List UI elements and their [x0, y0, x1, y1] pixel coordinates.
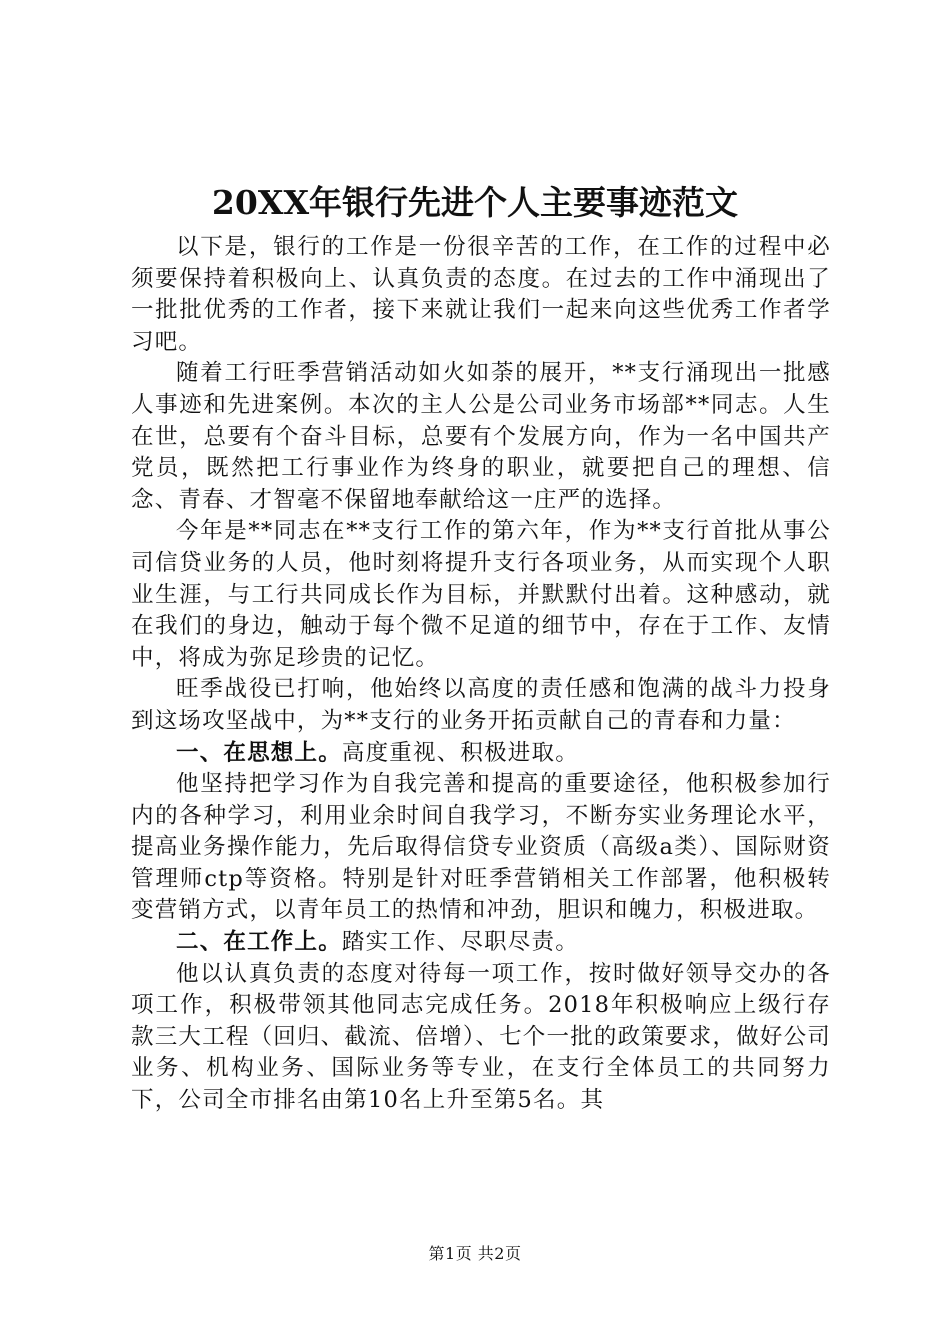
page-number-footer: 第1页 共2页 — [428, 1244, 522, 1263]
document-body — [131, 232, 831, 1117]
section-heading-label: 一、在思想上。 — [176, 739, 342, 766]
paragraph-background: 随着工行旺季营销活动如火如荼的展开，**支行涌现出一批感人事迹和先进案例。本次的主人公是公司业务市场部**同志。人生在世，总要有个奋斗目标，总要有个发展方向，作为一名中国共产党员，既然把工行事业作为终身的职业，就要把自己的理想、信念、青春、才智毫不保留地奉献给这一庄严的选择。 — [131, 360, 831, 513]
paragraph-career: 今年是**同志在**支行工作的第六年，作为**支行首批从事公司信贷业务的人员，他时刻将提升支行各项业务，从而实现个人职业生涯，与工行共同成长作为目标，并默默付出着。这种感动，就在我们的身边，触动于每个微不足道的细节中，存在于工作、友情中，将成为弥足珍贵的记忆。 — [131, 518, 831, 671]
paragraph-thinking: 他坚持把学习作为自我完善和提高的重要途径，他积极参加行内的各种学习，利用业余时间自我学习，不断夯实业务理论水平，提高业务操作能力，先后取得信贷专业资质（高级a类）、国际财资管理师ctp等资格。特别是针对旺季营销相关工作部署，他积极转变营销方式，以青年员工的热情和冲劲，胆识和魄力，积极进取。 — [131, 771, 831, 924]
paragraph-intro: 以下是，银行的工作是一份很辛苦的工作，在工作的过程中必须要保持着积极向上、认真负责的态度。在过去的工作中涌现出了一批批优秀的工作者，接下来就让我们一起来向这些优秀工作者学习吧。 — [131, 234, 831, 355]
document-title: 20XX年银行先进个人主要事迹范文 — [211, 183, 739, 222]
section-heading-text: 高度重视、积极进取。 — [341, 739, 579, 766]
section-heading-thinking — [131, 738, 831, 770]
section-heading-label: 二、在工作上。 — [176, 929, 342, 956]
section-heading-text: 踏实工作、尽职尽责。 — [341, 929, 579, 956]
paragraph-work: 他以认真负责的态度对待每一项工作，按时做好领导交办的各项工作，积极带领其他同志完成任务。2018年积极响应上级行存款三大工程（回归、截流、倍增）、七个一批的政策要求，做好公司业务、机构业务、国际业务等专业，在支行全体员工的共同努力下，公司全市排名由第10名上升至第5名。其 — [131, 960, 831, 1114]
section-heading-work — [131, 927, 831, 959]
paragraph-campaign: 旺季战役已打响，他始终以高度的责任感和饱满的战斗力投身到这场攻坚战中，为**支行的业务开拓贡献自己的青春和力量： — [131, 676, 831, 734]
